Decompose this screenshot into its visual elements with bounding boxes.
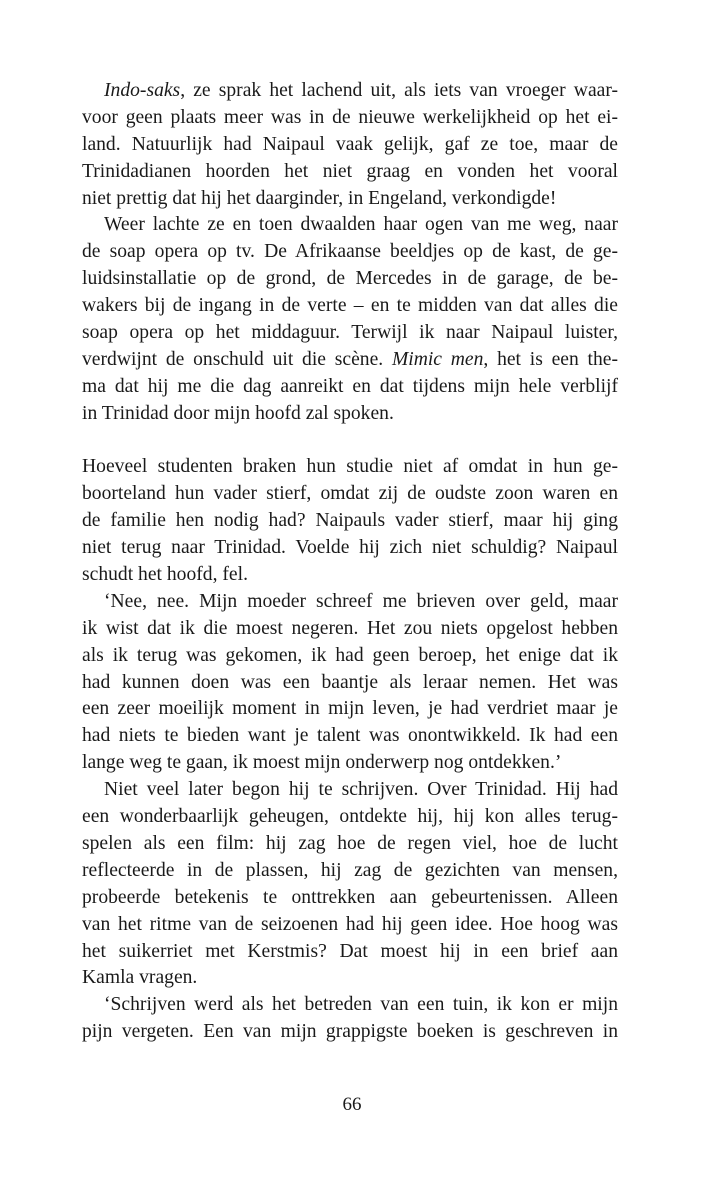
text-line: [82, 831, 618, 858]
paragraph: [82, 212, 618, 427]
text-run: Hoeveel studenten braken hun studie niet af omdat in hun ge-: [82, 456, 618, 478]
text-run: het suikerriet met Kerstmis? Dat moest hij in een brief aan: [82, 940, 618, 962]
text-run: schudt het hoofd, fel.: [82, 564, 248, 586]
text-run: de familie hen nodig had? Naipauls vader stierf, maar hij ging: [82, 510, 618, 532]
text-run: soap opera op het middaguur. Terwijl ik naar Naipaul luister,: [82, 322, 618, 344]
text-run: pijn vergeten. Een van mijn grappigste boeken is geschreven in: [82, 1021, 618, 1043]
text-run: niet prettig dat hij het daarginder, in Engeland, verkondigde!: [82, 187, 557, 209]
text-line: [82, 159, 618, 186]
text-line: [82, 939, 618, 966]
paragraph: [82, 78, 618, 212]
text-line: [82, 186, 618, 213]
text-line: [82, 132, 618, 159]
text-line: [82, 1019, 618, 1046]
paragraph: [82, 992, 618, 1046]
text-run: voor geen plaats meer was in de nieuwe werkelijkheid op het ei-: [82, 106, 618, 128]
text-line: [82, 696, 618, 723]
section-break: [82, 428, 618, 455]
text-line: [82, 401, 618, 428]
text-run: Kamla vragen.: [82, 967, 198, 989]
italic-text: Mimic men: [391, 348, 484, 370]
text-run: ‘Schrijven werd als het betreden van een tuin, ik kon er mijn: [104, 994, 618, 1016]
text-line: [82, 481, 618, 508]
text-line: [82, 347, 618, 374]
text-run: verdwijnt de onschuld uit die scène.: [82, 348, 392, 370]
text-run: Trinidadianen hoorden het niet graag en vonden het vooral: [82, 160, 618, 182]
text-run: boorteland hun vader stierf, omdat zij de oudste zoon waren en: [82, 483, 618, 505]
text-line: [82, 804, 618, 831]
text-line: [82, 965, 618, 992]
text-run: in Trinidad door mijn hoofd zal spoken.: [82, 402, 394, 424]
text-run: Niet veel later begon hij te schrijven. Over Trinidad. Hij had: [104, 779, 618, 801]
text-line: [82, 454, 618, 481]
text-line: [82, 320, 618, 347]
text-line: [82, 670, 618, 697]
text-line: [82, 723, 618, 750]
text-run: had kunnen doen was een baantje als leraar nemen. Het was: [82, 671, 618, 693]
text-line: [82, 105, 618, 132]
paragraph: [82, 454, 618, 588]
text-run: , het is een the-: [483, 348, 619, 370]
text-run: Weer lachte ze en toen dwaalden haar ogen van me weg, naar: [104, 214, 618, 236]
text-line: [82, 912, 618, 939]
text-line: [82, 239, 618, 266]
text-run: de soap opera op tv. De Afrikaanse beeldjes op de kast, de ge-: [82, 241, 618, 263]
text-run: reflecteerde in de plassen, hij zag de gezichten van mensen,: [82, 859, 618, 881]
text-line: [82, 858, 618, 885]
text-run: had niets te bieden want je talent was onontwikkeld. Ik had een: [82, 725, 618, 747]
text-run: van het ritme van de seizoenen had hij geen idee. Hoe hoog was: [82, 913, 618, 935]
text-line: [82, 508, 618, 535]
text-line: [82, 589, 618, 616]
text-run: ik wist dat ik die moest negeren. Het zou niets opgelost hebben: [82, 617, 618, 639]
text-line: [82, 562, 618, 589]
text-line: [82, 885, 618, 912]
text-line: [82, 212, 618, 239]
text-run: land. Natuurlijk had Naipaul vaak gelijk, gaf ze toe, maar de: [82, 133, 618, 155]
text-run: wakers bij de ingang in de verte – en te midden van dat alles die: [82, 295, 618, 317]
italic-text: Indo-saks: [104, 80, 181, 101]
text-run: probeerde betekenis te onttrekken aan gebeurtenissen. Alleen: [82, 886, 618, 908]
text-line: [82, 992, 618, 1019]
text-line: [82, 750, 618, 777]
text-run: niet terug naar Trinidad. Voelde hij zich niet schuldig? Naipaul: [82, 537, 618, 559]
text-run: ma dat hij me die dag aanreikt en dat tijdens mijn hele verblijf: [82, 375, 618, 397]
page-body: [82, 78, 618, 1046]
page-number: 66: [342, 1094, 362, 1115]
text-line: [82, 78, 618, 105]
paragraph: [82, 589, 618, 777]
text-line: [82, 374, 618, 401]
text-run: lange weg te gaan, ik moest mijn onderwerp nog ontdekken.’: [82, 752, 562, 774]
text-line: [82, 643, 618, 670]
text-run: als ik terug was gekomen, ik had geen beroep, het enige dat ik: [82, 644, 618, 666]
text-line: [82, 535, 618, 562]
text-line: [82, 616, 618, 643]
text-line: [82, 293, 618, 320]
paragraph: [82, 777, 618, 992]
text-line: [82, 266, 618, 293]
text-run: ‘Nee, nee. Mijn moeder schreef me brieven over geld, maar: [104, 590, 618, 612]
text-run: een zeer moeilijk moment in mijn leven, je had verdriet maar je: [82, 698, 618, 720]
text-run: spelen als een film: hij zag hoe de regen viel, hoe de lucht: [82, 832, 618, 854]
text-line: [82, 777, 618, 804]
text-run: luidsinstallatie op de grond, de Mercedes in de garage, de be-: [82, 268, 618, 290]
text-run: , ze sprak het lachend uit, als iets van vroeger waar-: [180, 80, 618, 101]
text-run: een wonderbaarlijk geheugen, ontdekte hij, hij kon alles terug-: [82, 806, 618, 828]
